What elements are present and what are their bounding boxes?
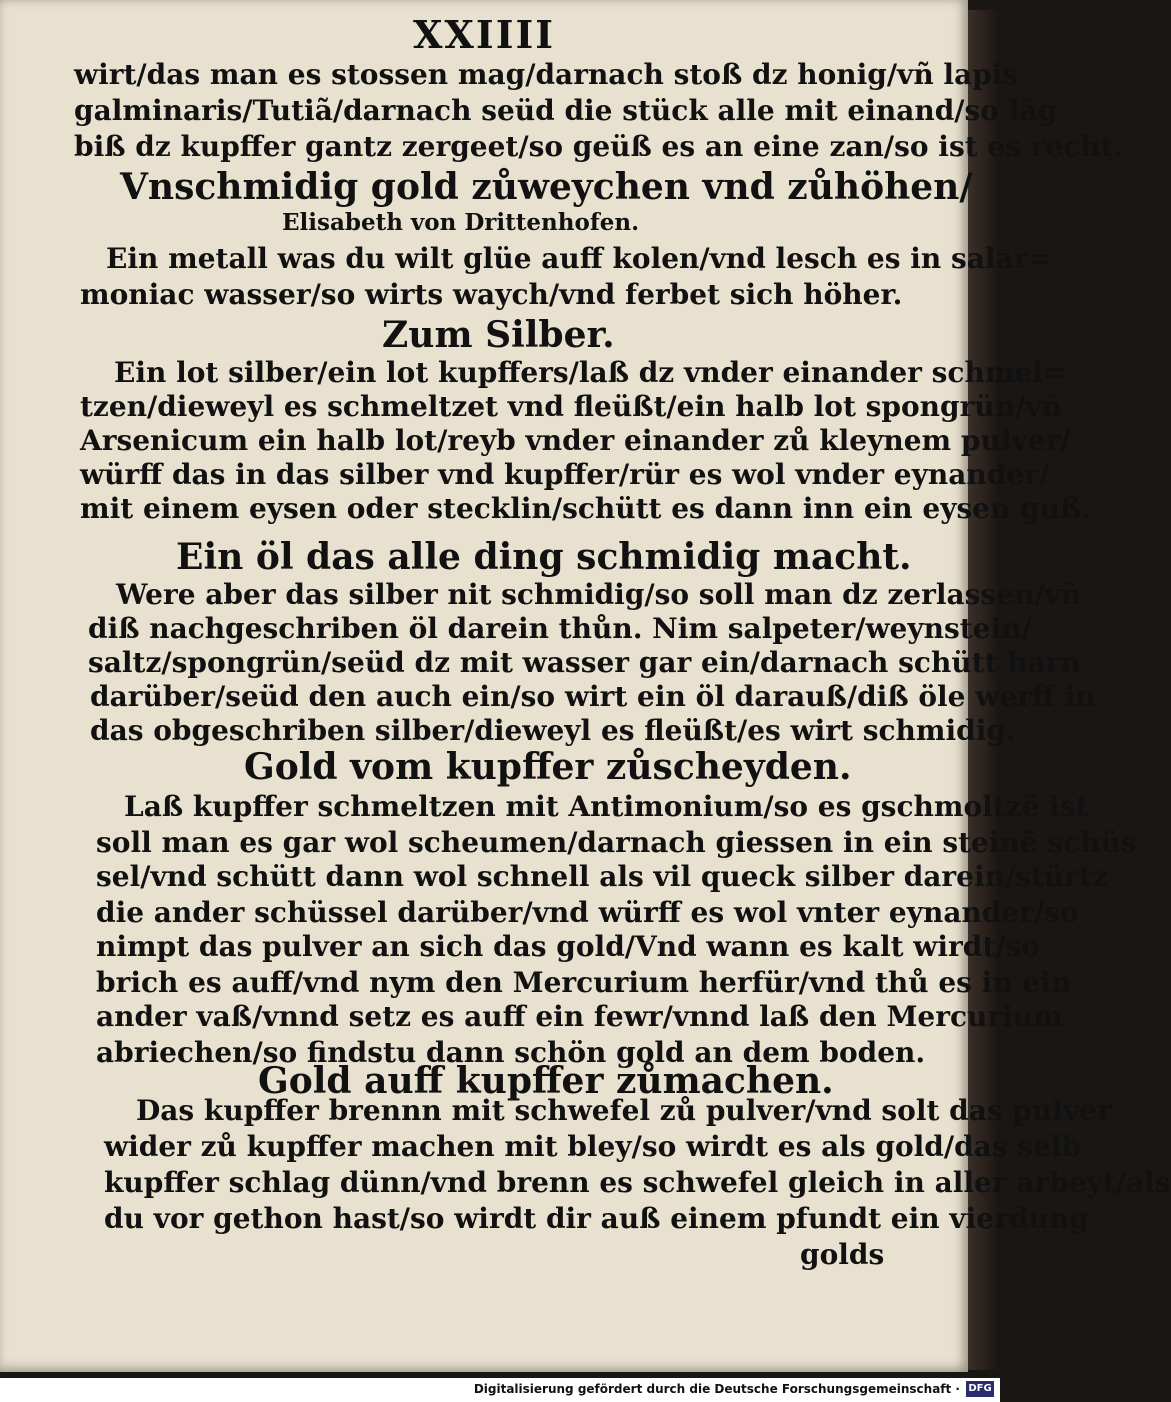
text-line: Das kupffer brennn mit schwefel zů pulver/vnd solt das pulver — [136, 1094, 1112, 1127]
text-line: Were aber das silber nit schmidig/so soll man dz zerlassen/vñ — [116, 578, 1082, 611]
text-line: Arsenicum ein halb lot/reyb vnder einander zů kleynem pulver/ — [80, 424, 1071, 457]
text-line: abriechen/so findstu dann schön gold an dem boden. — [96, 1036, 926, 1069]
text-line: du vor gethon hast/so wirdt dir auß einem pfundt ein vierdung — [104, 1202, 1089, 1235]
text-line: kupffer schlag dünn/vnd brenn es schwefel gleich in aller arbeyt/als — [104, 1166, 1171, 1199]
footer-bar — [0, 1378, 1000, 1402]
dfg-logo: DFG — [966, 1381, 994, 1397]
text-line: diß nachgeschriben öl darein thůn. Nim salpeter/weynstein/ — [88, 612, 1032, 645]
text-line: mit einem eysen oder stecklin/schütt es dann inn ein eysen guß. — [80, 492, 1092, 525]
text-line: biß dz kupffer gantz zergeet/so geüß es an eine zan/so ist es recht. — [74, 130, 1124, 163]
text-line: die ander schüssel darüber/vnd würff es wol vnter eynander/so — [96, 896, 1079, 929]
catchword: golds — [800, 1238, 885, 1271]
text-line: soll man es gar wol scheumen/darnach giessen in ein steinẽ schüs — [96, 826, 1137, 859]
text-line: sel/vnd schütt dann wol schnell als vil queck silber darein/stürtz — [96, 860, 1108, 893]
text-line: Laß kupffer schmeltzen mit Antimonium/so es gschmoltzẽ ist — [124, 790, 1089, 823]
text-line: wirt/das man es stossen mag/darnach stoß dz honig/vñ lapis — [74, 58, 1019, 91]
footer-credit: Digitalisierung gefördert durch die Deutsche Forschungsgemeinschaft · — [473, 1382, 960, 1396]
text-line: Ein lot silber/ein lot kupffers/laß dz vnder einander schmel= — [114, 356, 1067, 389]
section-heading: Zum Silber. — [382, 314, 615, 356]
text-line: moniac wasser/so wirts waych/vnd ferbet sich höher. — [80, 278, 903, 311]
text-line: wider zů kupffer machen mit bley/so wirdt es als gold/das selb — [104, 1130, 1082, 1163]
text-line: das obgeschriben silber/dieweyl es fleüßt/es wirt schmidig. — [90, 714, 1016, 747]
text-line: saltz/spongrün/seüd dz mit wasser gar ein/darnach schütt harn — [88, 646, 1081, 679]
text-line: tzen/dieweyl es schmeltzet vnd fleüßt/ein halb lot spongrün/vñ — [80, 390, 1062, 423]
section-heading: Vnschmidig gold zůweychen vnd zůhöhen/ — [120, 166, 973, 208]
text-line: galminaris/Tutiã/darnach seüd die stück alle mit einand/so lãg — [74, 94, 1058, 127]
section-attribution: Elisabeth von Drittenhofen. — [282, 209, 640, 236]
text-line: darüber/seüd den auch ein/so wirt ein öl darauß/diß öle werff in — [90, 680, 1096, 713]
text-line: brich es auff/vnd nym den Mercurium herfür/vnd thů es in ein — [96, 966, 1072, 999]
text-line: nimpt das pulver an sich das gold/Vnd wann es kalt wirdt/so — [96, 930, 1040, 963]
text-line: Ein metall was du wilt glüe auff kolen/vnd lesch es in salar= — [106, 242, 1052, 275]
text-line: würff das in das silber vnd kupffer/rür es wol vnder eynander/ — [80, 458, 1050, 491]
text-line: ander vaß/vnnd setz es auff ein fewr/vnnd laß den Mercurium — [96, 1000, 1063, 1033]
section-heading: Ein öl das alle ding schmidig macht. — [176, 536, 912, 578]
section-heading: Gold vom kupffer zůscheyden. — [244, 746, 852, 788]
section-heading: Gold auff kupffer zůmachen. — [258, 1060, 834, 1102]
folio-number: XXIIII — [412, 12, 556, 57]
